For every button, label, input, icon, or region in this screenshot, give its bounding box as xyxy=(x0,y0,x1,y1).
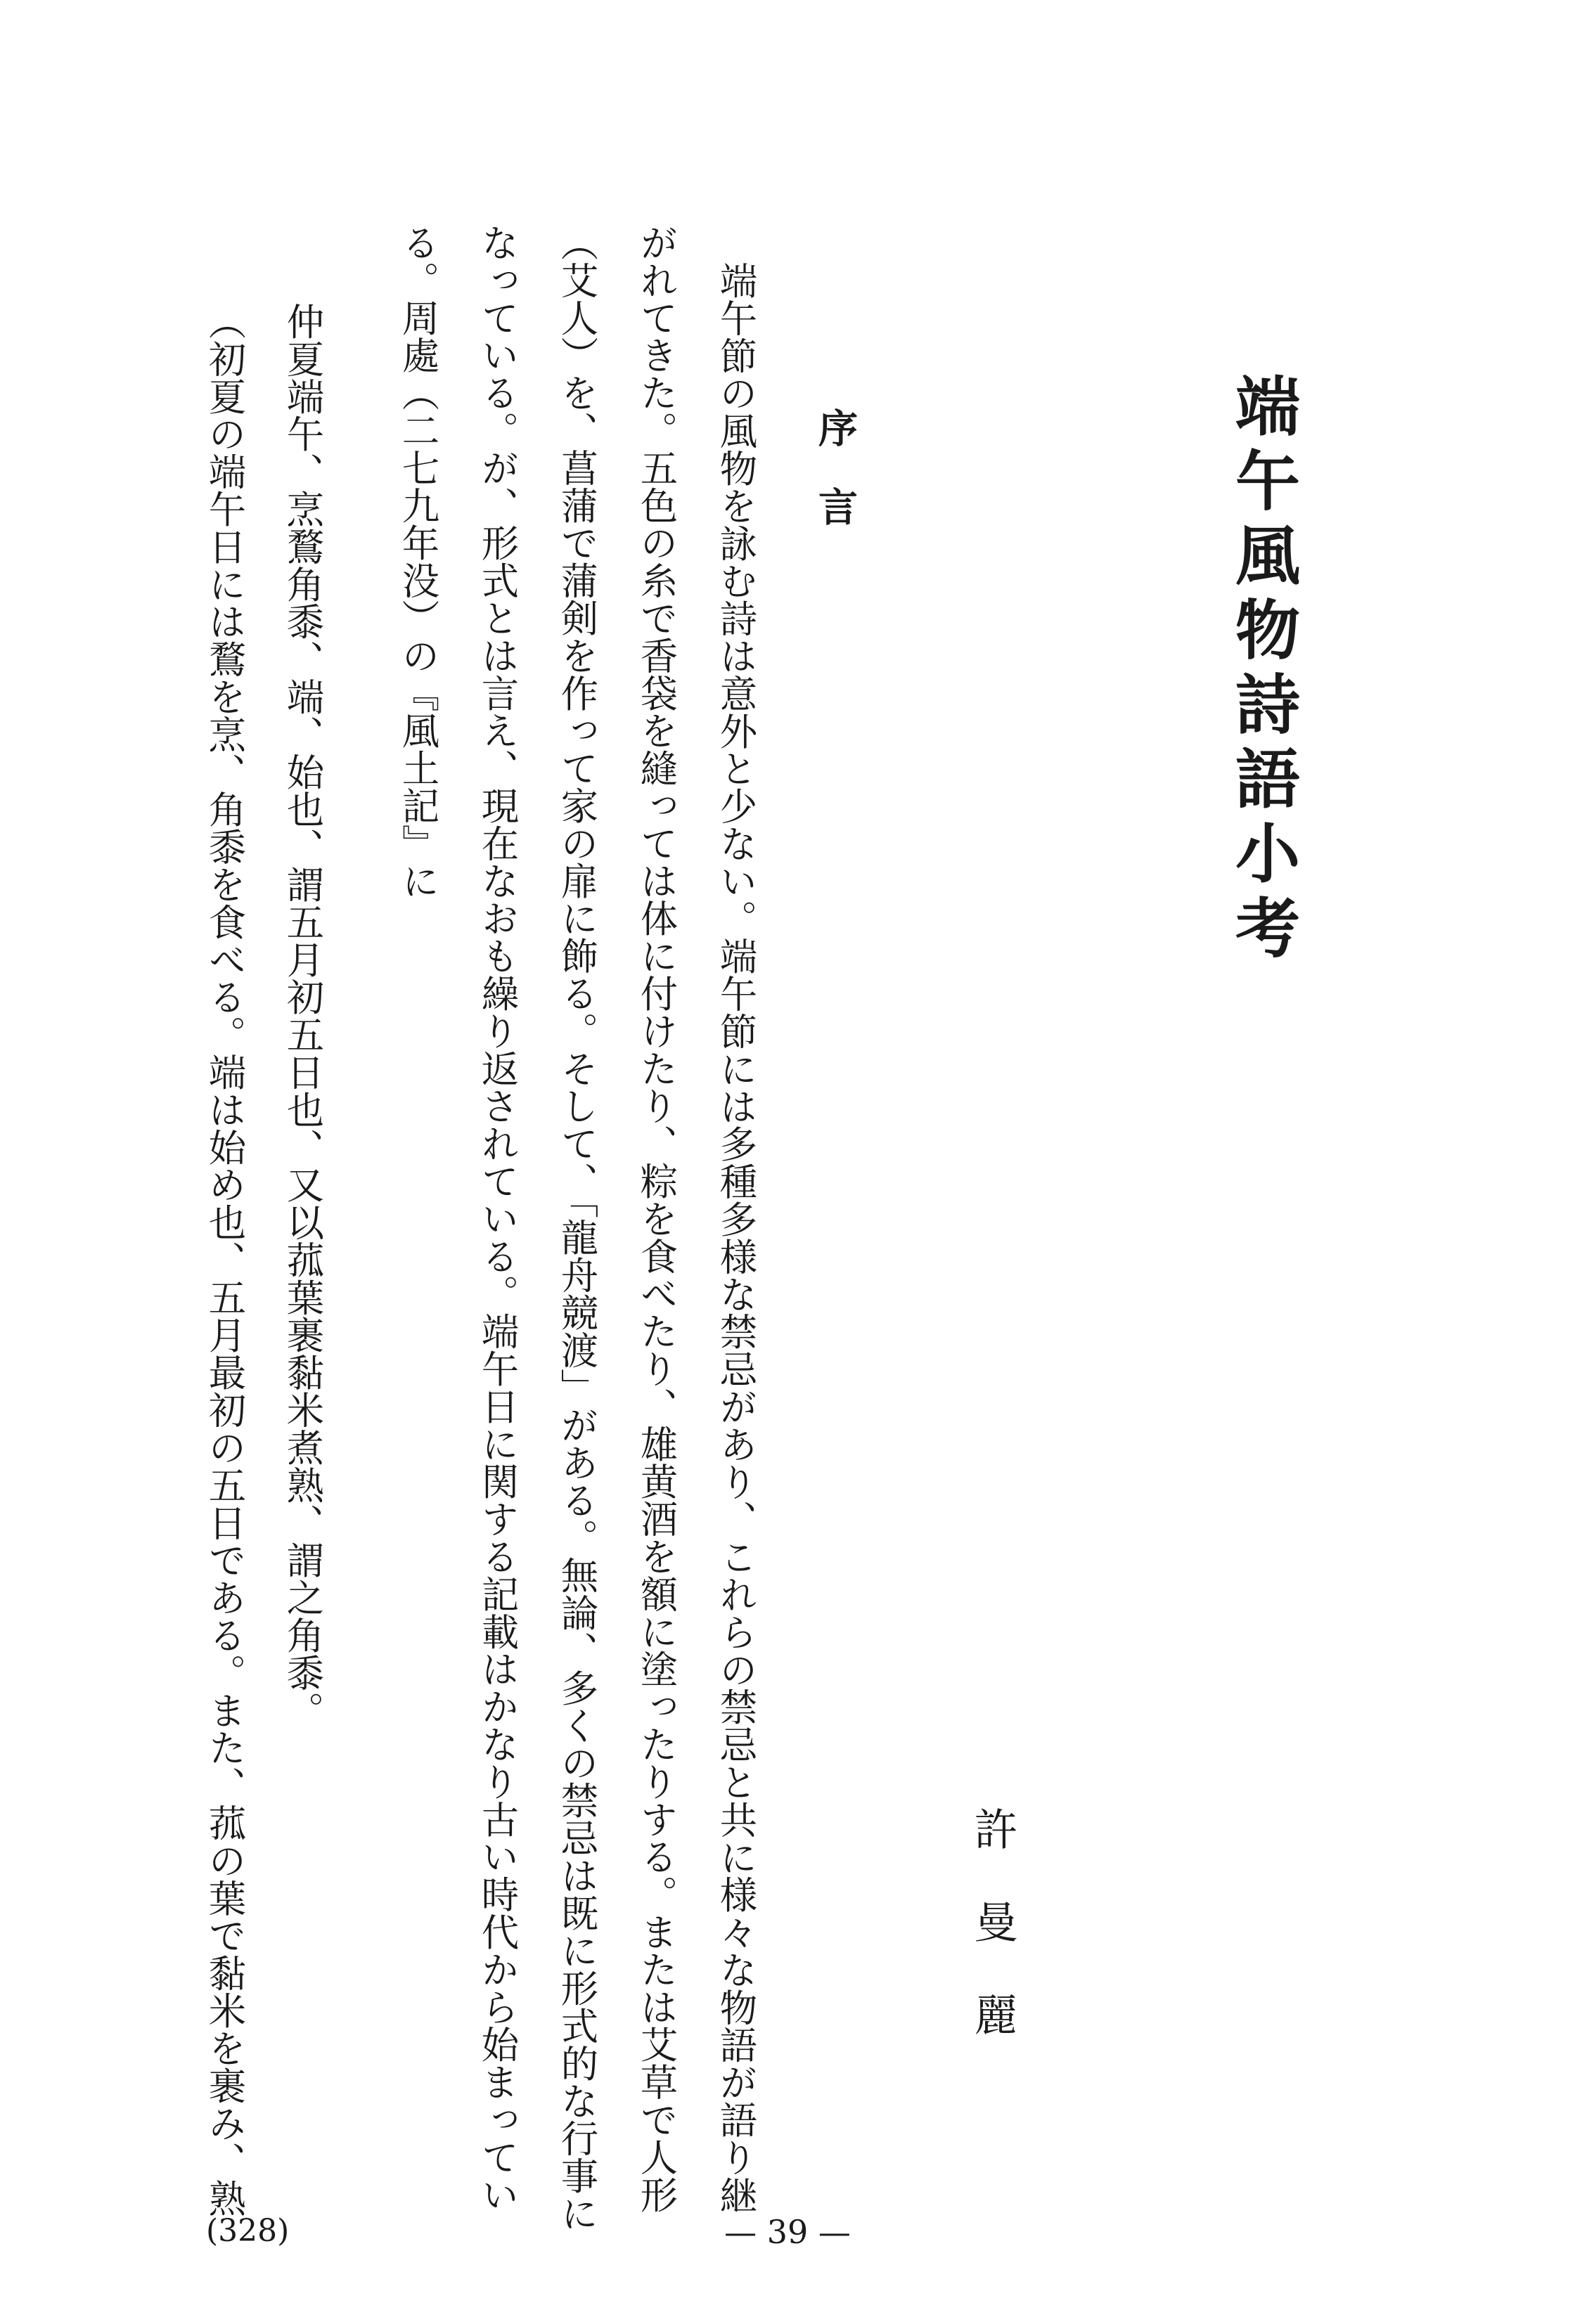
author-name: 許曼麗 xyxy=(967,1807,1018,2085)
quote-line-1: 仲夏端午、烹鶩角黍、端、始也、謂五月初五日也、又以菰葉裹黏米煮熟、謂之角黍。 xyxy=(281,302,326,1729)
translation-line-1: （初夏の端午日には鶩を烹、角黍を食べる。端は始め也、五月最初の五日である。また、菰の葉で黏米を裹み、熟 xyxy=(202,302,248,2217)
article-title: 端午風物詩語小考 xyxy=(1225,373,1301,969)
body-line-1: 端午節の風物を詠む詩は意外と少ない。端午節には多種多様な禁忌があり、これらの禁忌と共に様々な物語が語り継 xyxy=(714,262,759,2214)
page-number: — 39 — xyxy=(724,2213,851,2251)
body-line-4: なっている。が、形式とは言え、現在なおも繰り返されている。端午日に関する記載はかなり古い時代から始まってい xyxy=(475,224,520,2214)
section-heading: 序言 xyxy=(812,408,859,565)
body-line-3: （艾人）を、菖蒲で蒲剣を作って家の扉に飾る。そして、「龍舟競渡」がある。無論、多くの禁忌は既に形式的な行事に xyxy=(555,224,600,2232)
body-line-2: がれてきた。五色の糸で香袋を縫っては体に付けたり、粽を食べたり、雄黄酒を額に塗ったりする。または艾草で人形 xyxy=(634,224,679,2214)
body-line-5: る。周處（二七九年没）の『風土記』に xyxy=(396,224,441,900)
page-code: (328) xyxy=(206,2213,290,2249)
